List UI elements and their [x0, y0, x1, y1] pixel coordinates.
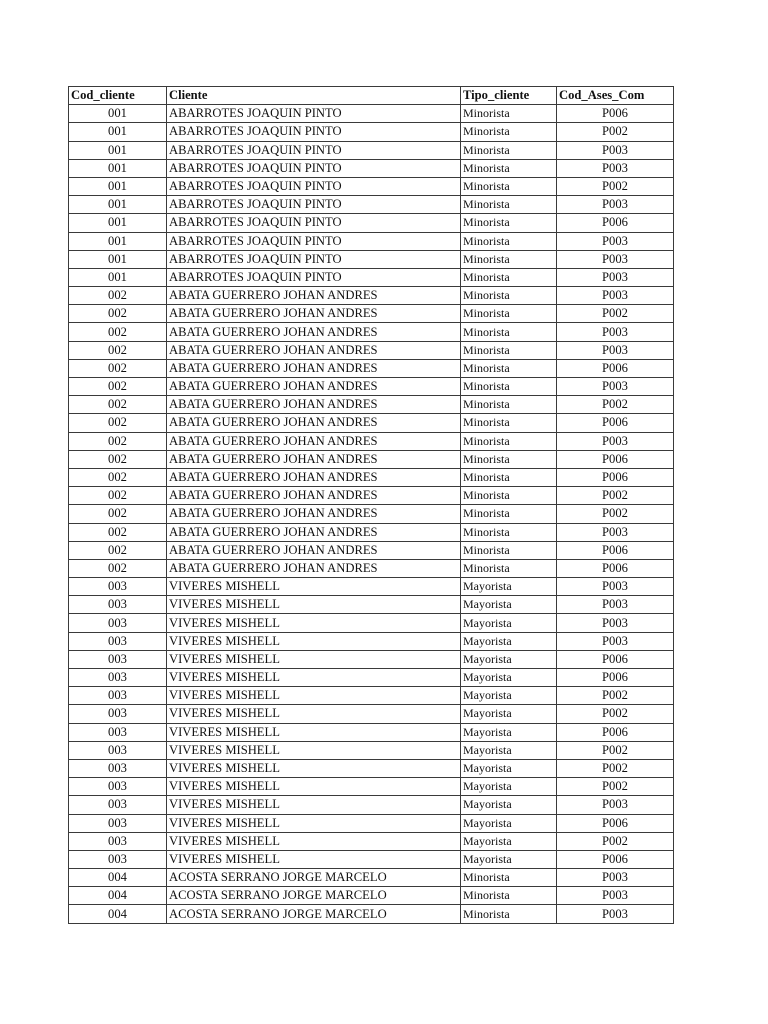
cell-cod-cliente: 003	[69, 778, 167, 796]
table-row	[69, 650, 674, 668]
cell-cod-cliente: 002	[69, 450, 167, 468]
cell-tipo-cliente: Minorista	[461, 887, 557, 905]
cell-cod-ases-com: P006	[557, 214, 674, 232]
cell-cod-cliente: 002	[69, 523, 167, 541]
cell-tipo-cliente: Mayorista	[461, 669, 557, 687]
cell-cod-ases-com: P002	[557, 778, 674, 796]
table-row	[69, 450, 674, 468]
cell-tipo-cliente: Mayorista	[461, 596, 557, 614]
cell-cod-cliente: 003	[69, 705, 167, 723]
cell-cod-cliente: 003	[69, 850, 167, 868]
cell-cliente: ABATA GUERRERO JOHAN ANDRES	[167, 287, 461, 305]
cell-cod-ases-com: P006	[557, 669, 674, 687]
cell-cliente: ABATA GUERRERO JOHAN ANDRES	[167, 487, 461, 505]
cell-cod-cliente: 002	[69, 341, 167, 359]
table-row	[69, 196, 674, 214]
cell-tipo-cliente: Minorista	[461, 396, 557, 414]
cell-cliente: VIVERES MISHELL	[167, 723, 461, 741]
cell-cod-cliente: 004	[69, 905, 167, 923]
cell-cliente: ACOSTA SERRANO JORGE MARCELO	[167, 887, 461, 905]
cell-cod-ases-com: P003	[557, 196, 674, 214]
cell-cod-cliente: 002	[69, 396, 167, 414]
cell-tipo-cliente: Minorista	[461, 323, 557, 341]
cell-cod-ases-com: P002	[557, 759, 674, 777]
cell-cliente: VIVERES MISHELL	[167, 796, 461, 814]
cell-cliente: ABATA GUERRERO JOHAN ANDRES	[167, 505, 461, 523]
cell-cliente: VIVERES MISHELL	[167, 578, 461, 596]
cell-cliente: ABARROTES JOAQUIN PINTO	[167, 250, 461, 268]
cell-cliente: ACOSTA SERRANO JORGE MARCELO	[167, 905, 461, 923]
cell-cod-cliente: 003	[69, 614, 167, 632]
clients-table	[68, 86, 674, 924]
table-row	[69, 378, 674, 396]
cell-cliente: ABATA GUERRERO JOHAN ANDRES	[167, 414, 461, 432]
cell-tipo-cliente: Mayorista	[461, 814, 557, 832]
cell-cod-ases-com: P003	[557, 159, 674, 177]
cell-tipo-cliente: Mayorista	[461, 850, 557, 868]
header-tipo-cliente: Tipo_cliente	[461, 87, 557, 105]
table-row	[69, 796, 674, 814]
cell-cod-ases-com: P006	[557, 850, 674, 868]
cell-cod-cliente: 001	[69, 177, 167, 195]
table-row	[69, 741, 674, 759]
cell-cod-cliente: 001	[69, 123, 167, 141]
cell-cod-cliente: 002	[69, 378, 167, 396]
cell-cliente: VIVERES MISHELL	[167, 632, 461, 650]
cell-tipo-cliente: Minorista	[461, 523, 557, 541]
table-row	[69, 487, 674, 505]
table-row	[69, 578, 674, 596]
cell-cod-cliente: 002	[69, 559, 167, 577]
cell-cod-ases-com: P006	[557, 650, 674, 668]
cell-tipo-cliente: Minorista	[461, 559, 557, 577]
cell-cod-cliente: 003	[69, 814, 167, 832]
table-row	[69, 123, 674, 141]
cell-tipo-cliente: Mayorista	[461, 705, 557, 723]
cell-cod-ases-com: P003	[557, 796, 674, 814]
cell-cliente: ABATA GUERRERO JOHAN ANDRES	[167, 468, 461, 486]
cell-tipo-cliente: Minorista	[461, 468, 557, 486]
cell-cod-cliente: 004	[69, 887, 167, 905]
header-row	[69, 87, 674, 105]
cell-cod-cliente: 003	[69, 669, 167, 687]
table-row	[69, 887, 674, 905]
spreadsheet-page	[68, 86, 674, 924]
cell-tipo-cliente: Minorista	[461, 505, 557, 523]
cell-cod-cliente: 003	[69, 832, 167, 850]
cell-cod-ases-com: P006	[557, 414, 674, 432]
table-row	[69, 341, 674, 359]
cell-cod-ases-com: P003	[557, 141, 674, 159]
cell-cod-ases-com: P003	[557, 905, 674, 923]
cell-cliente: VIVERES MISHELL	[167, 778, 461, 796]
cell-cod-cliente: 001	[69, 250, 167, 268]
cell-tipo-cliente: Minorista	[461, 487, 557, 505]
table-row	[69, 359, 674, 377]
cell-cliente: VIVERES MISHELL	[167, 687, 461, 705]
cell-cod-ases-com: P003	[557, 268, 674, 286]
cell-tipo-cliente: Minorista	[461, 123, 557, 141]
cell-cliente: VIVERES MISHELL	[167, 832, 461, 850]
table-row	[69, 523, 674, 541]
cell-cliente: ABATA GUERRERO JOHAN ANDRES	[167, 323, 461, 341]
cell-cod-ases-com: P006	[557, 814, 674, 832]
cell-tipo-cliente: Mayorista	[461, 796, 557, 814]
cell-cod-ases-com: P006	[557, 541, 674, 559]
cell-cod-ases-com: P003	[557, 887, 674, 905]
cell-cod-cliente: 003	[69, 796, 167, 814]
cell-tipo-cliente: Mayorista	[461, 650, 557, 668]
cell-cliente: VIVERES MISHELL	[167, 614, 461, 632]
cell-cod-cliente: 003	[69, 650, 167, 668]
cell-cod-ases-com: P003	[557, 232, 674, 250]
cell-cod-cliente: 002	[69, 305, 167, 323]
cell-tipo-cliente: Minorista	[461, 232, 557, 250]
cell-cod-ases-com: P003	[557, 432, 674, 450]
cell-tipo-cliente: Mayorista	[461, 614, 557, 632]
cell-cliente: ABATA GUERRERO JOHAN ANDRES	[167, 378, 461, 396]
cell-cliente: ABATA GUERRERO JOHAN ANDRES	[167, 359, 461, 377]
cell-cod-ases-com: P003	[557, 614, 674, 632]
cell-cod-ases-com: P002	[557, 487, 674, 505]
table-row	[69, 214, 674, 232]
cell-cliente: ABATA GUERRERO JOHAN ANDRES	[167, 559, 461, 577]
cell-tipo-cliente: Mayorista	[461, 759, 557, 777]
cell-cod-ases-com: P003	[557, 869, 674, 887]
table-row	[69, 814, 674, 832]
cell-cod-cliente: 002	[69, 287, 167, 305]
header-cod-ases-com: Cod_Ases_Com	[557, 87, 674, 105]
cell-tipo-cliente: Mayorista	[461, 687, 557, 705]
table-row	[69, 614, 674, 632]
cell-tipo-cliente: Mayorista	[461, 832, 557, 850]
table-row	[69, 287, 674, 305]
cell-cliente: ABATA GUERRERO JOHAN ANDRES	[167, 450, 461, 468]
cell-cliente: ABARROTES JOAQUIN PINTO	[167, 159, 461, 177]
cell-cod-cliente: 003	[69, 578, 167, 596]
cell-cod-cliente: 003	[69, 723, 167, 741]
table-row	[69, 468, 674, 486]
table-row	[69, 505, 674, 523]
table-row	[69, 905, 674, 923]
cell-cliente: ABARROTES JOAQUIN PINTO	[167, 105, 461, 123]
cell-cliente: ABARROTES JOAQUIN PINTO	[167, 214, 461, 232]
cell-cliente: ABATA GUERRERO JOHAN ANDRES	[167, 396, 461, 414]
header-cod-cliente: Cod_cliente	[69, 87, 167, 105]
cell-tipo-cliente: Mayorista	[461, 578, 557, 596]
cell-cod-ases-com: P003	[557, 287, 674, 305]
cell-cod-ases-com: P006	[557, 559, 674, 577]
cell-tipo-cliente: Minorista	[461, 414, 557, 432]
cell-tipo-cliente: Minorista	[461, 341, 557, 359]
cell-cod-cliente: 002	[69, 359, 167, 377]
cell-cod-cliente: 003	[69, 632, 167, 650]
cell-tipo-cliente: Mayorista	[461, 778, 557, 796]
cell-cod-ases-com: P003	[557, 523, 674, 541]
cell-tipo-cliente: Minorista	[461, 177, 557, 195]
table-row	[69, 414, 674, 432]
table-row	[69, 850, 674, 868]
cell-cod-cliente: 001	[69, 105, 167, 123]
cell-tipo-cliente: Minorista	[461, 869, 557, 887]
table-row	[69, 832, 674, 850]
cell-cod-ases-com: P002	[557, 741, 674, 759]
table-body	[69, 105, 674, 923]
cell-cliente: VIVERES MISHELL	[167, 741, 461, 759]
cell-tipo-cliente: Minorista	[461, 214, 557, 232]
cell-tipo-cliente: Minorista	[461, 105, 557, 123]
cell-cod-ases-com: P002	[557, 396, 674, 414]
cell-cod-ases-com: P002	[557, 705, 674, 723]
cell-cliente: ABARROTES JOAQUIN PINTO	[167, 123, 461, 141]
table-row	[69, 105, 674, 123]
cell-cliente: VIVERES MISHELL	[167, 850, 461, 868]
cell-tipo-cliente: Mayorista	[461, 632, 557, 650]
cell-cod-cliente: 001	[69, 268, 167, 286]
table-row	[69, 323, 674, 341]
table-row	[69, 268, 674, 286]
cell-tipo-cliente: Minorista	[461, 432, 557, 450]
cell-cod-ases-com: P003	[557, 378, 674, 396]
cell-cliente: ABATA GUERRERO JOHAN ANDRES	[167, 341, 461, 359]
table-row	[69, 723, 674, 741]
cell-tipo-cliente: Minorista	[461, 905, 557, 923]
cell-tipo-cliente: Minorista	[461, 287, 557, 305]
cell-cod-ases-com: P006	[557, 105, 674, 123]
cell-tipo-cliente: Minorista	[461, 196, 557, 214]
table-row	[69, 632, 674, 650]
cell-tipo-cliente: Minorista	[461, 268, 557, 286]
cell-cod-cliente: 002	[69, 487, 167, 505]
table-row	[69, 705, 674, 723]
cell-cliente: VIVERES MISHELL	[167, 705, 461, 723]
cell-cod-cliente: 002	[69, 468, 167, 486]
cell-tipo-cliente: Minorista	[461, 141, 557, 159]
cell-cod-cliente: 002	[69, 541, 167, 559]
cell-cod-ases-com: P002	[557, 832, 674, 850]
cell-cliente: ABARROTES JOAQUIN PINTO	[167, 196, 461, 214]
cell-cod-ases-com: P003	[557, 341, 674, 359]
cell-cod-cliente: 002	[69, 414, 167, 432]
cell-cod-cliente: 003	[69, 759, 167, 777]
table-row	[69, 778, 674, 796]
cell-cod-ases-com: P003	[557, 578, 674, 596]
cell-tipo-cliente: Minorista	[461, 378, 557, 396]
table-row	[69, 559, 674, 577]
table-row	[69, 159, 674, 177]
table-row	[69, 869, 674, 887]
cell-cliente: ABARROTES JOAQUIN PINTO	[167, 268, 461, 286]
cell-cod-ases-com: P006	[557, 723, 674, 741]
cell-cod-ases-com: P002	[557, 305, 674, 323]
cell-cod-ases-com: P003	[557, 250, 674, 268]
table-row	[69, 250, 674, 268]
cell-cliente: ABATA GUERRERO JOHAN ANDRES	[167, 432, 461, 450]
cell-cod-cliente: 001	[69, 214, 167, 232]
cell-cliente: ABATA GUERRERO JOHAN ANDRES	[167, 523, 461, 541]
cell-cod-ases-com: P006	[557, 450, 674, 468]
cell-cliente: ABATA GUERRERO JOHAN ANDRES	[167, 541, 461, 559]
table-row	[69, 232, 674, 250]
table-row	[69, 669, 674, 687]
cell-cliente: ACOSTA SERRANO JORGE MARCELO	[167, 869, 461, 887]
cell-cod-cliente: 002	[69, 505, 167, 523]
cell-cliente: VIVERES MISHELL	[167, 759, 461, 777]
cell-tipo-cliente: Minorista	[461, 305, 557, 323]
cell-cod-ases-com: P002	[557, 177, 674, 195]
cell-cod-cliente: 003	[69, 687, 167, 705]
cell-cliente: ABARROTES JOAQUIN PINTO	[167, 141, 461, 159]
cell-cod-ases-com: P003	[557, 596, 674, 614]
cell-cod-cliente: 001	[69, 196, 167, 214]
table-row	[69, 759, 674, 777]
cell-cod-cliente: 004	[69, 869, 167, 887]
cell-cod-ases-com: P003	[557, 632, 674, 650]
cell-tipo-cliente: Minorista	[461, 159, 557, 177]
cell-cliente: ABARROTES JOAQUIN PINTO	[167, 232, 461, 250]
cell-cod-cliente: 003	[69, 741, 167, 759]
cell-cod-ases-com: P002	[557, 505, 674, 523]
cell-cliente: VIVERES MISHELL	[167, 669, 461, 687]
cell-cod-ases-com: P002	[557, 123, 674, 141]
table-row	[69, 432, 674, 450]
cell-cliente: VIVERES MISHELL	[167, 814, 461, 832]
table-row	[69, 396, 674, 414]
cell-tipo-cliente: Minorista	[461, 250, 557, 268]
cell-tipo-cliente: Minorista	[461, 541, 557, 559]
cell-tipo-cliente: Minorista	[461, 450, 557, 468]
cell-cod-ases-com: P002	[557, 687, 674, 705]
cell-cod-cliente: 003	[69, 596, 167, 614]
cell-cod-cliente: 001	[69, 141, 167, 159]
cell-cod-cliente: 001	[69, 232, 167, 250]
cell-cliente: ABARROTES JOAQUIN PINTO	[167, 177, 461, 195]
cell-tipo-cliente: Mayorista	[461, 741, 557, 759]
cell-cliente: VIVERES MISHELL	[167, 650, 461, 668]
cell-cod-ases-com: P006	[557, 359, 674, 377]
cell-cod-cliente: 002	[69, 323, 167, 341]
header-cliente: Cliente	[167, 87, 461, 105]
table-row	[69, 177, 674, 195]
cell-cliente: ABATA GUERRERO JOHAN ANDRES	[167, 305, 461, 323]
table-row	[69, 305, 674, 323]
table-row	[69, 596, 674, 614]
table-row	[69, 141, 674, 159]
cell-cliente: VIVERES MISHELL	[167, 596, 461, 614]
cell-cod-ases-com: P006	[557, 468, 674, 486]
cell-tipo-cliente: Minorista	[461, 359, 557, 377]
cell-cod-cliente: 002	[69, 432, 167, 450]
cell-tipo-cliente: Mayorista	[461, 723, 557, 741]
table-row	[69, 541, 674, 559]
cell-cod-ases-com: P003	[557, 323, 674, 341]
table-row	[69, 687, 674, 705]
cell-cod-cliente: 001	[69, 159, 167, 177]
